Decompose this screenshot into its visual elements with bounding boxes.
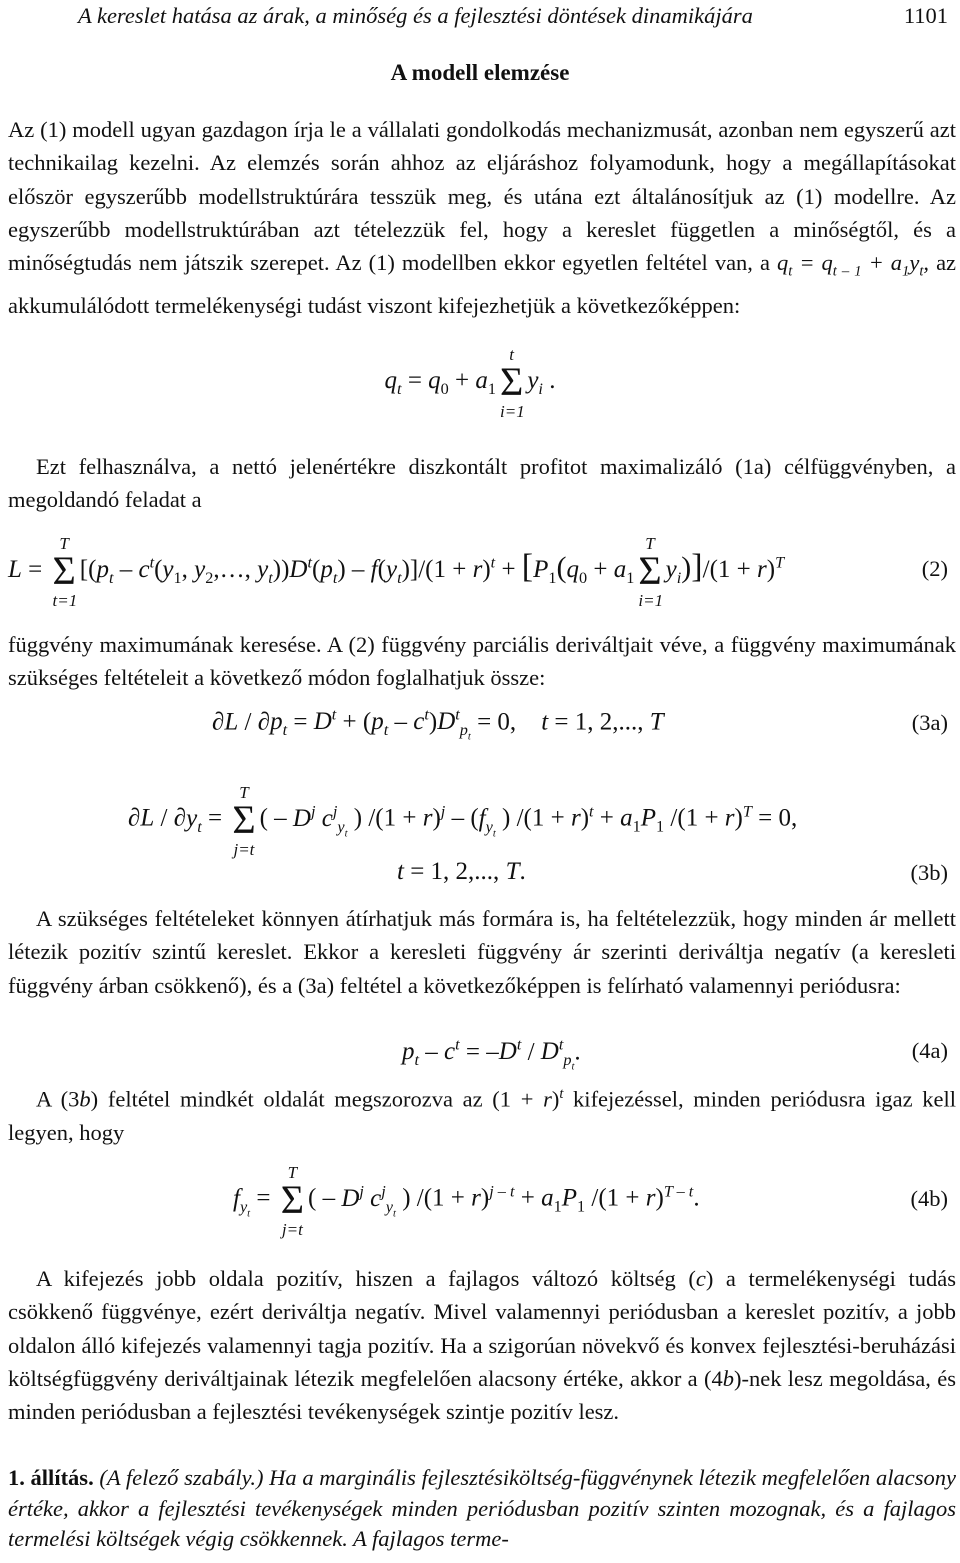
paragraph-1 (8, 113, 956, 322)
paragraph-3: függvény maximumának keresése. A (2) függvény parciális deriváltjait véve, a függvény maximumának szükséges feltételeit a következő módon foglalhatjuk össze: (8, 632, 956, 691)
equation-3b-number: (3b) (910, 860, 948, 885)
claim-1 (8, 1463, 956, 1555)
claim-label: 1. állítás. (8, 1465, 94, 1490)
paragraph-5: A (3b) feltétel mindkét oldalát megszorozva az $(1 + r)^t$ kifejezéssel, minden periódusra igaz kell legyen, hogy (8, 1086, 956, 1145)
section-title: A modell elemzése (390, 60, 570, 85)
running-title: A kereslet hatása az árak, a minőség és a fejlesztési döntések dinamikájára (78, 3, 753, 28)
equation-4b-number: (4b) (910, 1186, 948, 1211)
equation-q: $q_t = q_0 + a_1$ t Σ i=1 $y_i$ . (384, 345, 556, 421)
inline-equation: $q_t = q_{t - 1} + a_1y_t$, (776, 250, 930, 280)
equation-4a-number: (4a) (911, 1038, 948, 1063)
page-number: 1101 (903, 3, 948, 28)
running-header (78, 0, 948, 34)
equation-3a-number: (3a) (911, 710, 948, 735)
paragraph-2: Ezt felhasználva, a nettó jelenértékre diszkontált profitot maximalizáló (1a) célfüggvényben, a megoldandó feladat a (8, 454, 956, 513)
paragraph-6: A kifejezés jobb oldala pozitív, hiszen a fajlagos változó költség (c) a termelékenységi tudás csökkenő függvénye, ezért deriváltja negatív. Mivel valamennyi periódusban a kereslet pozitív, a jobb oldalon álló kifejezés valamennyi tagja pozitív. Ha a szigorúan növekvő és konvex fejlesztési-beruházási költségfüggvény deriváltjainak létezik megfelelően alacsony értéke, akkor a (4b)-nek lesz megoldása, és minden periódusban a fejlesztési tevékenységek szintje pozitív lesz. (8, 1266, 956, 1425)
paragraph-1-tail: az akkumulálódott termelékenységi tudást viszont kifejezhetjük a következőképpen: (8, 250, 957, 318)
equation-2-number: (2) (921, 556, 948, 581)
claim-name: (A felező szabály.) (99, 1465, 264, 1490)
equation-3b-range: t = 1, 2,..., T. (397, 858, 526, 885)
paragraph-1-text: Az (1) modell ugyan gazdagon írja le a vállalati gondolkodás mechanizmusát, azonban nem egyszerű azt technikailag kezelni. Az elemzés során ahhoz az eljáráshoz folyamodunk, hogy a megállapításokat először egyszerűbb modellstruktúrára tesszük meg, és utána ezt általánosítjuk az (1) modellre. Az egyszerűbb modellstruktúrában azt tételezzük fel, hogy a kereslet független a minőségtől, és a minőségtudás nem játszik szerepet. Az (1) modellben ekkor egyetlen feltétel van, a (8, 117, 956, 276)
equation-3a: $\partial L / \partial p_t = D^t + (p_t - c^t)D^t_{p_t} = 0$, t = 1, 2,..., T (212, 706, 664, 743)
equation-2: L = T Σ t=1 [($p_t - c^t(y_1$, $y_2,\dots$, $y_t))D^t(p_t) - f(y_t)]/(1 + r)^t + [P_1(q_0 + a_1$ T Σ i=1 $y_i)]/(1 + r)^T$ (8, 534, 785, 611)
equation-4a: $p_t - c^t = -D^t / D^t_{p_t}$. (402, 1036, 581, 1073)
equation-4b: $f_{y_t}$ = T Σ j=t ( – $D^j$ $c^j_{y_t}$ ) $/(1 + r)^{j - t} + a_1P_1$ $/(1 + r)^{T - t}$. (233, 1163, 700, 1239)
claim-text: Ha a marginális fejlesztésiköltség-függvénynek létezik megfelelően alacsony értéke, akkor a fejlesztési tevékenységek minden periódusban pozitív szinten mozognak, és a fajlagos termelési költségek végig csökkennek. A fajlagos terme- (8, 1465, 956, 1551)
paragraph-4: A szükséges feltételeket könnyen átírhatjuk más formára is, ha feltételezzük, hogy minden ár mellett létezik pozitív szintű kereslet. Ekkor a keresleti függvény ár szerinti deriváltja negatív (a keresleti függvény árban csökkenő), és a (3a) feltétel a következőképpen is felírható valamennyi periódusra: (8, 906, 956, 998)
equation-3b: $\partial L / \partial y_t$ = T Σ j=t ( – $D^j$ $c^j_{y_t}$ ) $/(1 + r)^j - (f_{y_t}$ ) $/(1 + r)^t + a_1P_1$ $/(1 + r)^T = 0$, (128, 783, 798, 859)
